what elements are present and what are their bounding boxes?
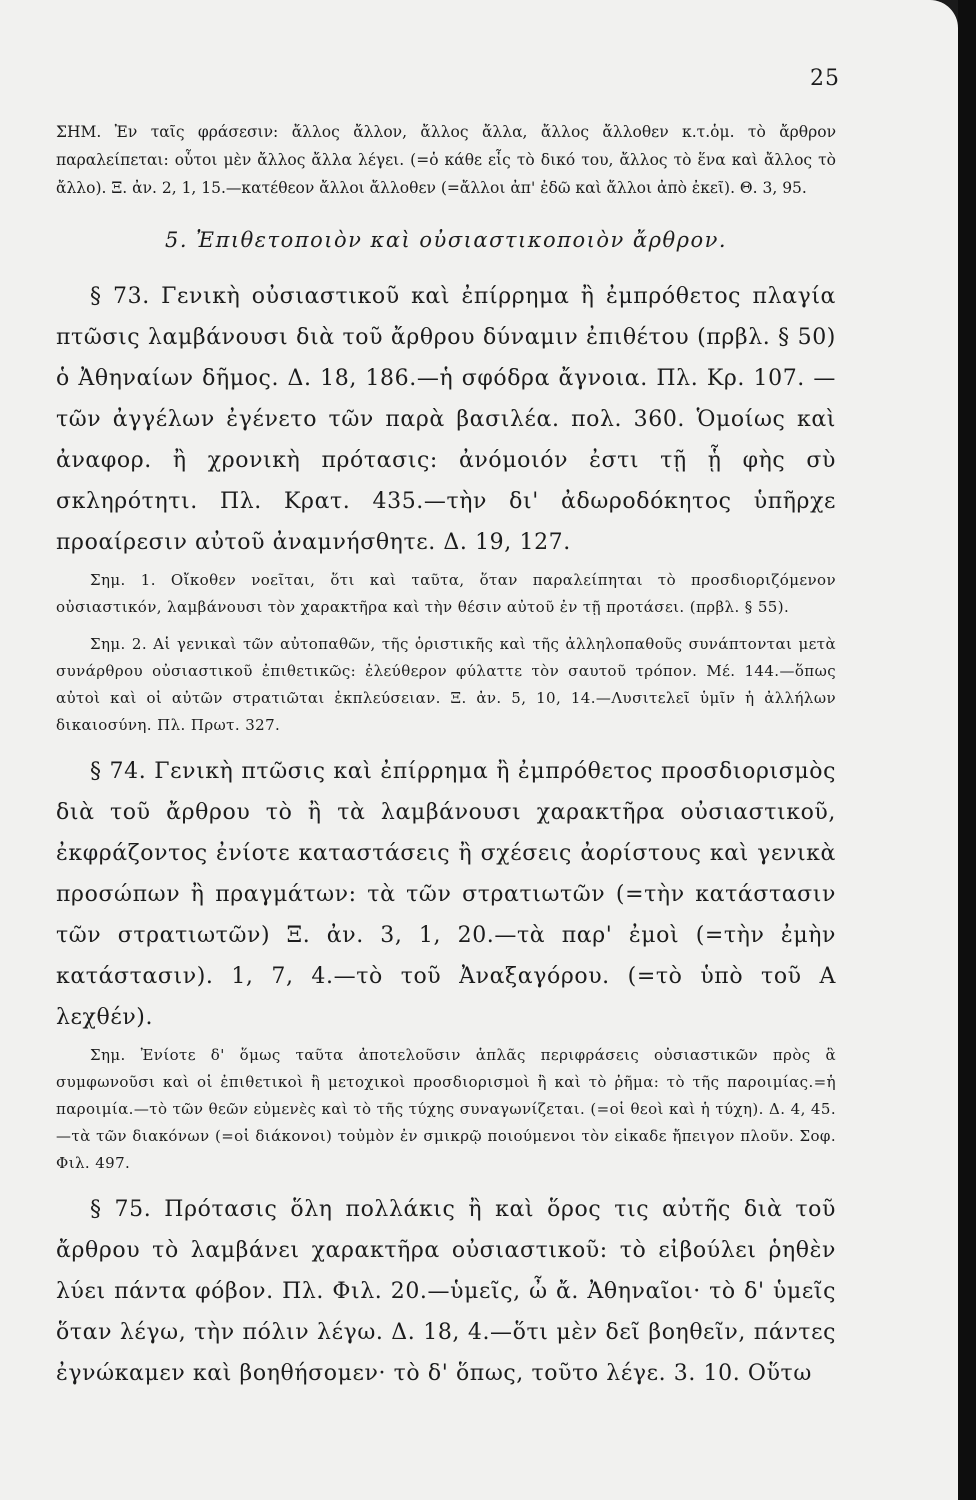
page-edge-shadow (958, 0, 976, 1500)
top-note: ΣΗΜ. Ἐν ταῖς φράσεσιν: ἄλλος ἄλλον, ἄλλος ἄλλα, ἄλλος ἄλλοθεν κ.τ.ὁμ. τὸ ἄρθρον παραλείπεται: οὗτοι μὲν ἄλλος ἄλλα λέγει. (=ὁ κάθε εἷς τὸ δικό του, ἄλλος τὸ ἕνα καὶ ἄλλος τὸ ἄλλο). Ξ. ἀν. 2, 1, 15.—κατέθεον ἄλλοι ἄλλοθεν (=ἄλλοι ἀπ' ἐδῶ καὶ ἄλλοι ἀπὸ ἐκεῖ). Θ. 3, 95. (56, 123, 836, 197)
paragraph-73: § 73. Γενικὴ οὐσιαστικοῦ καὶ ἐπίρρημα ἢ ἐμπρόθετος πλαγία πτῶσις λαμβάνουσι διὰ τοῦ ἄρθρου δύναμιν ἐπιθέτου (πρβλ. § 50) ὁ Ἀθηναίων δῆμος. Δ. 18, 186.—ἡ σφόδρα ἄγνοια. Πλ. Κρ. 107. —τῶν ἀγγέλων ἐγένετο τῶν παρὰ βασιλέα. πολ. 360. Ὁμοίως καὶ ἀναφορ. ἢ χρονικὴ πρότασις: ἀνόμοιόν ἐστι τῇ ᾗ φὴς σὺ σκληρότητι. Πλ. Κρατ. 435.—τὴν δι' ἀδωροδόκητος ὑπῆρχε προαίρεσιν αὐτοῦ ἀναμνήσθητε. Δ. 19, 127. (56, 284, 836, 555)
note-73-1: Σημ. 1. Οἴκοθεν νοεῖται, ὅτι καὶ ταῦτα, ὅταν παραλείπηται τὸ προσδιοριζόμενον οὐσιαστικόν, λαμβάνουσι τὸν χαρακτῆρα καὶ τὴν θέσιν αὐτοῦ ἐν τῇ προτάσει. (πρβλ. § 55). (56, 571, 836, 616)
note-73-2: Σημ. 2. Αἱ γενικαὶ τῶν αὐτοπαθῶν, τῆς ὁριστικῆς καὶ τῆς ἀλληλοπαθοῦς συνάπτονται μετὰ συνάρθρου οὐσιαστικοῦ ἐπιθετικῶς: ἐλεύθερον φύλαττε τὸν σαυτοῦ τρόπον. Μέ. 144.—ὅπως αὐτοὶ καὶ οἱ αὐτῶν στρατιῶται ἐκπλεύσειαν. Ξ. ἀν. 5, 10, 14.—Λυσιτελεῖ ὑμῖν ἡ ἀλλήλων δικαιοσύνη. Πλ. Πρωτ. 327. (56, 635, 836, 734)
paragraph-75: § 75. Πρότασις ὅλη πολλάκις ἢ καὶ ὅρος τις αὐτῆς διὰ τοῦ ἄρθρου τὸ λαμβάνει χαρακτῆρα οὐσιαστικοῦ: τὸ εἰβούλει ῥηθὲν λύει πάντα φόβον. Πλ. Φιλ. 20.—ὑμεῖς, ὦ ἄ. Ἀθηναῖοι· τὸ δ' ὑμεῖς ὅταν λέγω, τὴν πόλιν λέγω. Δ. 18, 4.—ὅτι μὲν δεῖ βοηθεῖν, πάντες ἐγνώκαμεν καὶ βοηθήσομεν· τὸ δ' ὅπως, τοῦτο λέγε. 3. 10. Οὕτω (56, 1197, 836, 1386)
section-heading: 5. Ἐπιθετοποιὸν καὶ οὐσιαστικοποιὸν ἄρθρον. (164, 228, 728, 252)
paragraph-74: § 74. Γενικὴ πτῶσις καὶ ἐπίρρημα ἢ ἐμπρόθετος προσδιορισμὸς διὰ τοῦ ἄρθρου τὸ ἢ τὰ λαμβάνουσι χαρακτῆρα οὐσιαστικοῦ, ἐκφράζοντος ἐνίοτε καταστάσεις ἢ σχέσεις ἀορίστους καὶ γενικὰ προσώπων ἢ πραγμάτων: τὰ τῶν στρατιωτῶν (=τὴν κατάστασιν τῶν στρατιωτῶν) Ξ. ἀν. 3, 1, 20.—τὰ παρ' ἐμοὶ (=τὴν ἐμὴν κατάστασιν). 1, 7, 4.—τὸ τοῦ Ἀναξαγόρου. (=τὸ ὑπὸ τοῦ Α λεχθέν). (56, 759, 836, 1030)
page-number: 25 (810, 66, 840, 91)
note-74: Σημ. Ἐνίοτε δ' ὅμως ταῦτα ἀποτελοῦσιν ἁπλᾶς περιφράσεις οὐσιαστικῶν πρὸς ἃ συμφωνοῦσι καὶ οἱ ἐπιθετικοὶ ἢ μετοχικοὶ προσδιορισμοὶ ἢ καὶ τὸ ῥῆμα: τὸ τῆς παροιμίας.=ἡ παροιμία.—τὸ τῶν θεῶν εὐμενὲς καὶ τὸ τῆς τύχης συναγωνίζεται. (=οἱ θεοὶ καὶ ἡ τύχη). Δ. 4, 45.—τὰ τῶν διακόνων (=οἱ διάκονοι) τοὐμὸν ἐν σμικρῷ ποιούμενοι τὸν εἰκαδε ἤπειγον πλοῦν. Σοφ. Φιλ. 497. (56, 1046, 836, 1172)
page-body (56, 118, 836, 1394)
